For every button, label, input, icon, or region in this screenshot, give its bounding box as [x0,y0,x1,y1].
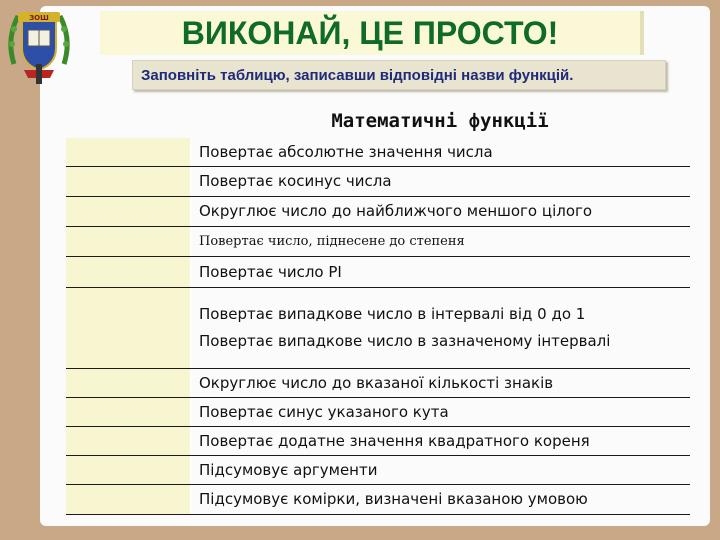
answer-cell[interactable] [66,398,191,426]
description-cell [191,369,690,397]
answer-cell[interactable] [66,369,191,397]
description-text: Повертає випадкове число в інтервалі від 0 до 1 [199,305,586,323]
description-text: Підсумовує аргументи [199,460,378,479]
title-banner [100,11,644,55]
description-text: Повертає число, піднесене до степеня [199,234,465,249]
description-text: Повертає випадкове число в зазначеному інтервалі [199,332,611,350]
table-row [66,398,690,427]
description-cell [191,485,690,514]
answer-cell[interactable] [66,456,191,484]
instruction-box [132,60,666,90]
answer-cell[interactable] [66,288,191,368]
description-cell [191,398,690,426]
description-text: Округлює число до найближчого меншого цілого [199,202,593,220]
table-row [66,288,690,369]
answer-cell[interactable] [66,485,191,514]
description-cell [191,427,690,455]
description-text: Повертає число PI [199,262,342,281]
answer-cell[interactable] [66,227,191,256]
description-cell [191,227,690,256]
description-text: Підсумовує комірки, визначені вказаною умовою [199,490,588,508]
answer-cell[interactable] [66,427,191,455]
table-row [66,138,690,167]
description-cell [191,167,690,196]
description-text: Повертає косинус числа [199,172,392,190]
school-emblem-icon [4,4,74,86]
description-cell [191,257,690,287]
description-cell [191,197,690,226]
functions-table [66,138,690,515]
instruction-text: Заповніть таблицю, записавши відповідні назви функцій. [141,66,574,84]
description-cell [191,288,690,368]
table-row [66,485,690,515]
table-row [66,227,690,257]
description-cell [191,456,690,484]
svg-text:ЗОШ: ЗОШ [29,14,49,22]
answer-cell[interactable] [66,257,191,287]
description-text: Округлює число до вказаної кількості знаків [199,373,554,392]
page-title: ВИКОНАЙ, ЦЕ ПРОСТО! [181,14,559,51]
answer-cell[interactable] [66,138,191,166]
table-row [66,369,690,398]
answer-cell[interactable] [66,167,191,196]
description-cell [191,138,690,166]
answer-cell[interactable] [66,197,191,226]
table-row [66,456,690,485]
table-row [66,167,690,197]
description-text: Повертає абсолютне значення числа [199,142,493,161]
table-row [66,427,690,456]
table-title: Математичні функції [331,110,549,132]
description-text: Повертає синус указаного кута [199,402,449,421]
table-row [66,197,690,227]
description-text: Повертає додатне значення квадратного кореня [199,431,590,450]
table-row [66,257,690,288]
